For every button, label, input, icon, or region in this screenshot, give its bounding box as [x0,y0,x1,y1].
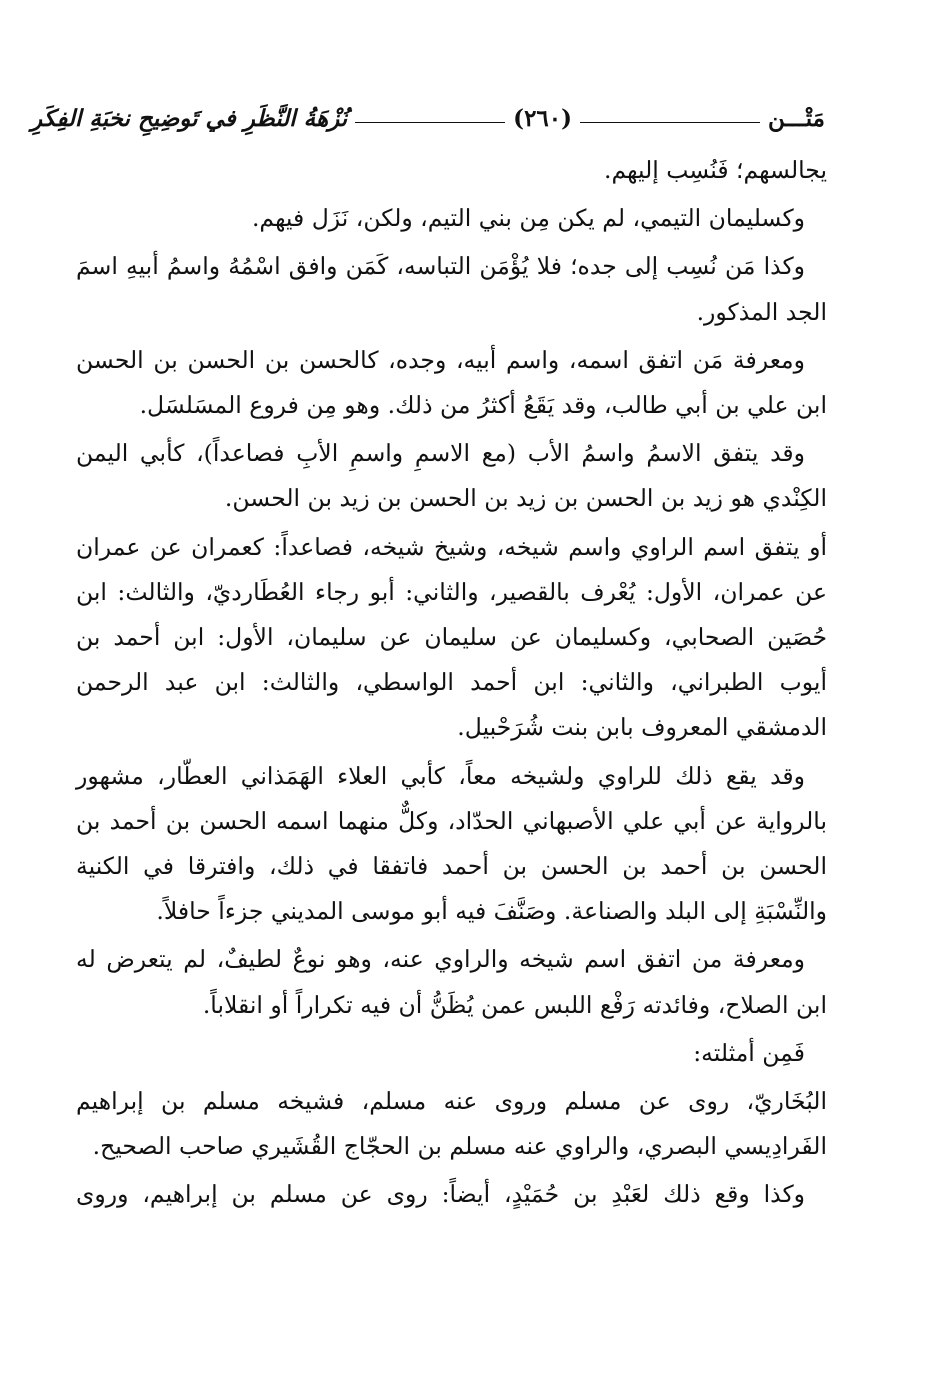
page-number: (٢٦٠) [513,104,573,132]
header-rule-left [355,122,505,123]
paragraph-3: وكذا مَن نُسِب إلى جده؛ فلا يُؤْمَن التباسه، كَمَن وافق اسْمُهُ واسمُ أبيهِ اسمَ الجد المذكور. [76,252,827,326]
paragraph-2: وكسليمان التيمي، لم يكن مِن بني التيم، ولكن، نَزَل فيهم. [251,204,805,233]
running-header [30,98,825,138]
paragraph-10: البُخَاريّ، روى عن مسلم وروى عنه مسلم، فشيخه مسلم بن إبراهيم الفَرادِيسي البصري، والراوي عنه مسلم بن الحجّاج القُشَيري صاحب الصحيح. [76,1087,827,1161]
body-text [76,148,827,1221]
header-rule-right [580,122,760,123]
book-title: نُزْهَةُ النَّظَرِ في تَوضِيحِ نخبَةِ الفِكَرِ [30,104,348,132]
paragraph-6: أو يتفق اسم الراوي واسم شيخه، وشيخ شيخه، فصاعداً: كعمران عن عمران عن عمران، الأول: يُعْرف بالقصير، والثاني: أبو رجاء العُطَارديّ، والثالث: ابن حُصَين الصحابي، وكسليمان عن سليمان عن سليمان، الأول: ابن أحمد بن أيوب الطبراني، والثاني: ابن أحمد الواسطي، والثالث: ابن عبد الرحمن الدمشقي المعروف بابن بنت شُرَحْبيل. [76,532,827,742]
paragraph-5: وقد يتفق الاسمُ واسمُ الأب (مع الاسمِ واسمِ الأبِ فصاعداً)، كأبي اليمن الكِنْدي هو زيد بن الحسن بن زيد بن الحسن بن زيد بن الحسن. [76,439,827,513]
paragraph-11: وكذا وقع ذلك لعَبْدِ بن حُمَيْدٍ، أيضاً: روى عن مسلم بن إبراهيم، وروى [76,1180,805,1209]
paragraph-1: يجالسهم؛ فَنُسِب إليهم. [604,156,827,184]
paragraph-4: ومعرفة مَن اتفق اسمه، واسم أبيه، وجده، كالحسن بن الحسن بن الحسن ابن علي بن أبي طالب، وقد يَقَعُ أكثرُ من ذلك. وهو مِن فروع المسَلسَل. [76,345,827,420]
header-label: مَتْـــن [768,104,825,132]
paragraph-7: وقد يقع ذلك للراوي ولشيخه معاً، كأبي العلاء الهَمَذاني العطّار، مشهور بالرواية عن أبي علي الأصبهاني الحدّاد، وكلٌّ منهما اسمه الحسن بن أحمد بن الحسن بن أحمد بن الحسن بن أحمد فاتفقا في ذلك، وافترقا في الكنية والنِّسْبَةِ إلى البلد والصناعة. وصَنَّفَ فيه أبو موسى المديني جزءاً حافلاً. [76,761,827,926]
paragraph-9: فَمِن أمثلته: [693,1038,805,1067]
paragraph-8: ومعرفة من اتفق اسم شيخه والراوي عنه، وهو نوعٌ لطيفٌ، لم يتعرض له ابن الصلاح، وفائدته رَفْع اللبس عمن يُظَنُّ أن فيه تكراراً أو انقلاباً. [76,945,827,1019]
